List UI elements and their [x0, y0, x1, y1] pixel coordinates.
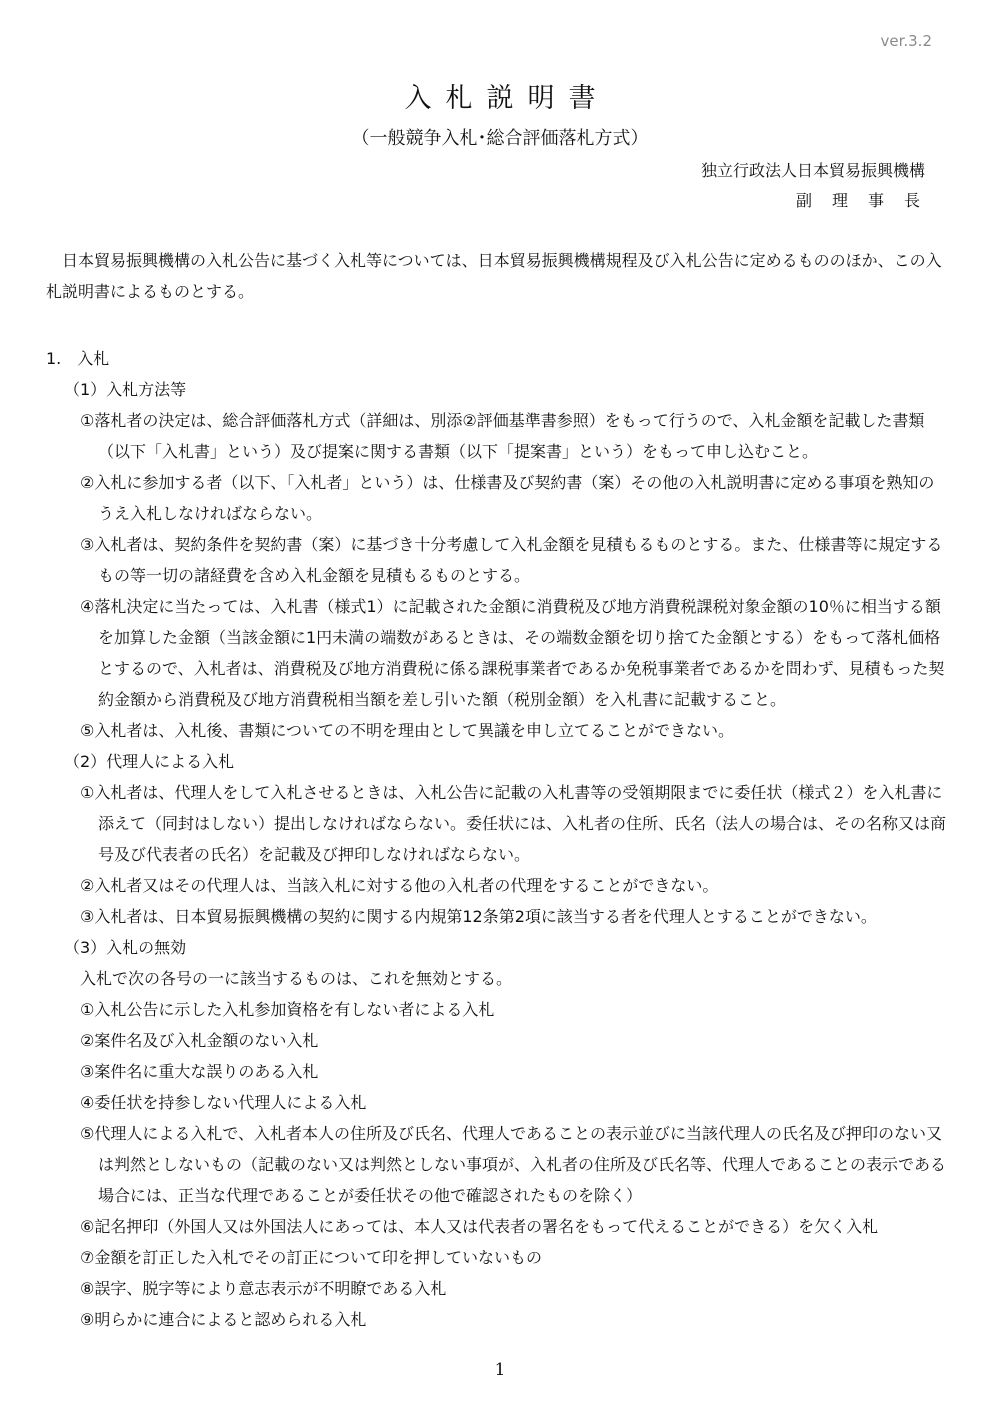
issuer-role: 副理事長: [795, 191, 940, 210]
list-item: ②案件名及び入札金額のない入札: [80, 1031, 319, 1050]
list-item: ⑥記名押印（外国人又は外国法人にあっては、本人又は代表者の署名をもって代えることができる）を欠く入札: [80, 1217, 879, 1236]
list-item: ②入札者又はその代理人は、当該入札に対する他の入札者の代理をすることができない。: [80, 876, 719, 895]
list-item: ⑨明らかに連合によると認められる入札: [80, 1310, 367, 1329]
list-item: ④落札決定に当たっては、入札書（様式1）に記載された金額に消費税及び地方消費税課税対象金額の10％に相当する額を加算した金額（当該金額に1円未満の端数があるときは、その端数金額を切り捨てた金額とする）をもって落札価格とするので、入札者は、消費税及び地方消費税に係る課税事業者であるか免税事業者であるかを問わず、見積もった契約金額から消費税及び地方消費税相当額を差し引いた額（税別金額）を入札書に記載すること。: [80, 597, 945, 709]
document-body: [46, 245, 946, 1335]
subsection-2-heading: （2）代理人による入札: [64, 752, 235, 771]
subsection-3-heading: （3）入札の無効: [64, 938, 187, 957]
subsection-1-heading: （1）入札方法等: [64, 380, 187, 399]
document-subtitle: （一般競争入札･総合評価落札方式）: [351, 128, 649, 149]
version-label: ver.3.2: [880, 32, 932, 50]
document-title: 入札説明書: [404, 83, 610, 114]
list-item: ②入札に参加する者（以下、「入札者」という）は、仕様書及び契約書（案）その他の入札説明書に定める事項を熟知のうえ入札しなければならない。: [80, 473, 935, 523]
list-item: ①入札公告に示した入札参加資格を有しない者による入札: [80, 1000, 495, 1019]
list-item: ①入札者は、代理人をして入札させるときは、入札公告に記載の入札書等の受領期限までに委任状（様式２）を入札書に添えて（同封はしない）提出しなければならない。委任状には、入札者の住所、氏名（法人の場合は、その名称又は商号及び代表者の氏名）を記載及び押印しなければならない。: [80, 783, 947, 864]
intro-paragraph: 日本貿易振興機構の入札公告に基づく入札等については、日本貿易振興機構規程及び入札公告に定めるもののほか、この入札説明書によるものとする。: [46, 251, 942, 301]
subsection-3-lead: 入札で次の各号の一に該当するものは、これを無効とする。: [80, 969, 513, 988]
list-item: ④委任状を持参しない代理人による入札: [80, 1093, 367, 1112]
list-item: ③案件名に重大な誤りのある入札: [80, 1062, 319, 1081]
list-item: ⑤入札者は、入札後、書類についての不明を理由として異議を申し立てることができない。: [80, 721, 735, 740]
list-item: ⑦金額を訂正した入札でその訂正について印を押していないもの: [80, 1248, 543, 1267]
page-number: 1: [494, 1360, 506, 1380]
list-item: ①落札者の決定は、総合評価落札方式（詳細は、別添②評価基準書参照）をもって行うので、入札金額を記載した書類（以下「入札書」という）及び提案に関する書類（以下「提案書」という）をもって申し込むこと。: [80, 411, 925, 461]
list-item: ⑧誤字、脱字等により意志表示が不明瞭である入札: [80, 1279, 447, 1298]
issuing-organization: 独立行政法人日本貿易振興機構: [700, 161, 925, 180]
list-item: ⑤代理人による入札で、入札者本人の住所及び氏名、代理人であることの表示並びに当該代理人の氏名及び押印のない又は判然としないもの（記載のない又は判然としない事項が、入札者の住所及び氏名等、代理人であることの表示である場合には、正当な代理であることが委任状その他で確認されたものを除く）: [80, 1124, 947, 1205]
list-item: ③入札者は、日本貿易振興機構の契約に関する内規第12条第2項に該当する者を代理人とすることができない。: [80, 907, 877, 926]
list-item: ③入札者は、契約条件を契約書（案）に基づき十分考慮して入札金額を見積もるものとする。また、仕様書等に規定するもの等一切の諸経費を含め入札金額を見積もるものとする。: [80, 535, 943, 585]
section-1-heading: 1. 入札: [46, 349, 110, 368]
